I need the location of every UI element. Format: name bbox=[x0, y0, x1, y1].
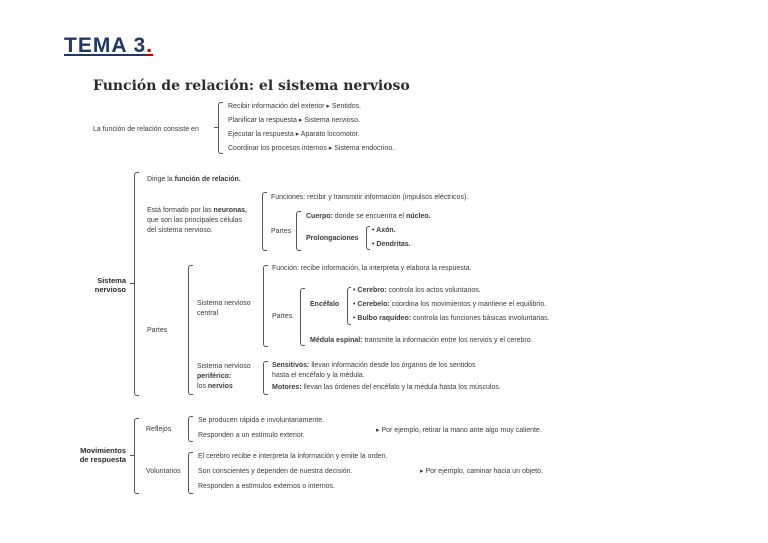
reflejos-item: Se producen rápida e involuntariamente. bbox=[198, 417, 325, 424]
funcion-bracket-tip bbox=[214, 127, 218, 128]
sistema-nervioso-bracket bbox=[134, 172, 139, 396]
snp-bracket bbox=[263, 361, 268, 395]
prolongaciones-label: Prolongaciones bbox=[306, 235, 359, 242]
sensitivos-text: Sensitivos: llevan información desde los órganos de los sentidos hasta el encéfalo y la médula. bbox=[272, 362, 476, 379]
snc-partes-bracket bbox=[300, 288, 305, 346]
formado-text: Está formado por las neuronas, que son las principales células del sistema nervioso. bbox=[147, 207, 247, 234]
bulbo-text: • Bulbo raquídeo: controla las funciones básicas involuntarias. bbox=[353, 315, 550, 322]
snp-label: Sistema nervioso periférico: los nervios bbox=[197, 363, 251, 390]
funcion-item: Recibir información del exterior ▸ Sentidos. bbox=[228, 103, 362, 110]
movimientos-bracket bbox=[134, 418, 139, 494]
voluntarios-item: El cerebro recibe e interpreta la información y emite la orden. bbox=[198, 453, 388, 460]
axon-text: • Axón. bbox=[372, 227, 396, 234]
snc-label: Sistema nervioso central bbox=[197, 300, 251, 317]
funciones-text: Funciones: recibir y transmitir información (impulsos eléctricos). bbox=[271, 194, 469, 201]
neurona-partes-bracket bbox=[296, 211, 301, 251]
neurona-partes-label: Partes bbox=[271, 228, 292, 235]
partes-main-bracket bbox=[188, 265, 193, 395]
encefalo-label: Encéfalo bbox=[310, 301, 340, 308]
voluntarios-label: Voluntarios bbox=[146, 468, 181, 475]
page-subtitle: Función de relación: el sistema nervioso bbox=[93, 78, 410, 94]
sistema-nervioso-label: Sistema nervioso bbox=[94, 276, 126, 294]
cerebro-text: • Cerebro: controla los actos voluntarios. bbox=[353, 287, 481, 294]
prolongaciones-bracket bbox=[366, 226, 370, 250]
reflejos-label: Reflejos bbox=[146, 426, 172, 433]
snc-bracket bbox=[263, 265, 268, 347]
cerebelo-text: • Cerebelo: coordina los movimientos y mantiene el equilibrio. bbox=[353, 301, 547, 308]
reflejos-bracket bbox=[188, 416, 193, 442]
cuerpo-text: Cuerpo: donde se encuentra el núcleo. bbox=[306, 213, 431, 220]
funcion-intro: La función de relación consiste en bbox=[93, 126, 199, 133]
voluntarios-item: Responden a estímulos externos o internos. bbox=[198, 483, 335, 490]
funcion-item: Planificar la respuesta ▸ Sistema nervioso. bbox=[228, 117, 360, 124]
partes-main-label: Partes bbox=[147, 327, 168, 334]
page-title: TEMA 3. bbox=[64, 34, 154, 57]
encefalo-bracket bbox=[347, 287, 351, 325]
snc-funcion-text: Función: recibe información, la interpreta y elabora la respuesta. bbox=[272, 265, 472, 272]
reflejos-item: Responden a un estímulo exterior. bbox=[198, 432, 305, 439]
neuronas-bracket bbox=[262, 192, 267, 251]
funcion-bracket bbox=[218, 102, 223, 154]
bracket-tip bbox=[130, 283, 134, 284]
movimientos-label: Movimientos de respuesta bbox=[79, 446, 126, 464]
voluntarios-item: Son conscientes y dependen de nuestra decisión. bbox=[198, 468, 353, 475]
voluntarios-bracket bbox=[188, 452, 193, 494]
voluntarios-ejemplo: ▸ Por ejemplo, caminar hacia un objeto. bbox=[420, 468, 543, 475]
dendritas-text: • Dendritas. bbox=[372, 241, 411, 248]
dirige-text: Dirige la función de relación. bbox=[147, 176, 241, 183]
snc-partes-label: Partes bbox=[272, 313, 293, 320]
funcion-item: Ejecutar la respuesta ▸ Aparato locomotor. bbox=[228, 131, 360, 138]
title-dot: . bbox=[146, 34, 154, 57]
reflejos-ejemplo: ▸ Por ejemplo, retirar la mano ante algo muy caliente. bbox=[376, 427, 542, 434]
funcion-item: Coordinar los procesos internos ▸ Sistema endocrino. bbox=[228, 145, 395, 152]
bracket-tip bbox=[130, 455, 134, 456]
medula-text: Médula espinal: transmite la información entre los nervios y el cerebro. bbox=[310, 337, 533, 344]
motores-text: Motores: llevan las órdenes del encéfalo y la médula hasta los músculos. bbox=[272, 384, 501, 391]
